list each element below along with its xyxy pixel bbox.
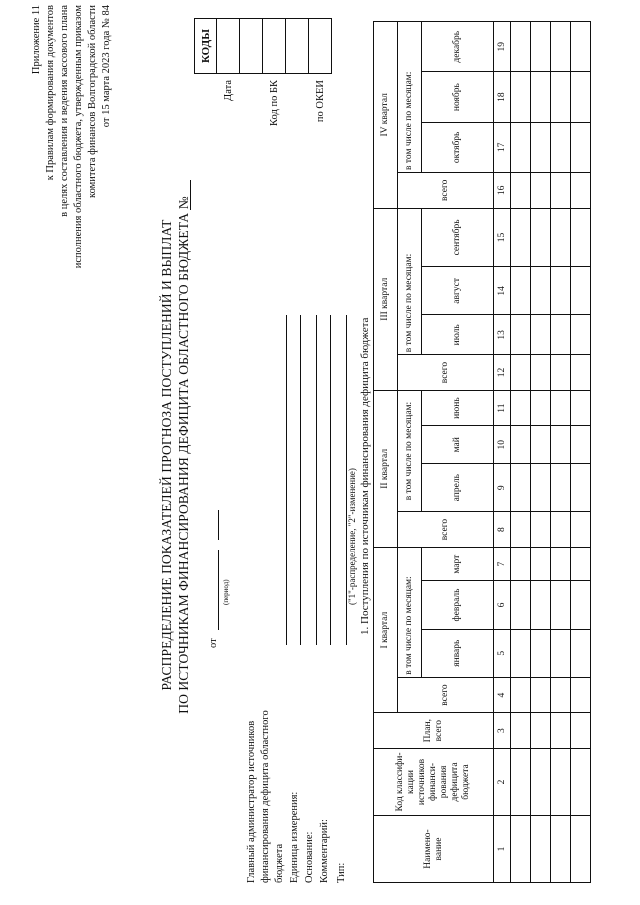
header-by-month: в том числе по месяцам: [398,208,422,355]
appendix-line: исполнения областного бюджета, утвержденным приказом [73,5,84,269]
header-month: март [422,547,494,581]
codes-date-cell[interactable] [217,19,240,74]
header-quarter-1: I квартал [374,547,398,713]
column-number: 17 [494,122,511,172]
section-title: 1. Поступления по источникам финансирования дефицита бюджета [359,317,371,635]
receipts-table [373,21,591,883]
column-number: 10 [494,426,511,464]
period-line [218,550,219,630]
header-by-month: в том числе по месяцам: [398,547,422,677]
header-month: январь [422,629,494,677]
column-number: 14 [494,267,511,315]
header-code: Код классифи-кации источников финанси-рования дефицита бюджета [374,748,494,815]
field-basis-label: Основание: [304,831,315,883]
header-quarter-3: III квартал [374,208,398,390]
header-month: апрель [422,464,494,512]
title-line-2: ПО ИСТОЧНИКАМ ФИНАНСИРОВАНИЯ ДЕФИЦИТА ОБЛАСТНОГО БЮДЖЕТА № [176,196,191,714]
header-quarter-2: II квартал [374,390,398,547]
comment-value-line[interactable] [330,315,331,645]
field-unit-label: Единица измерения: [289,791,300,883]
period-line-end [218,510,219,540]
codes-bk-cell[interactable] [263,19,286,74]
appendix-line: к Правилам формирования документов [45,5,56,181]
header-month: декабрь [422,22,494,72]
appendix-line: в целях составления и ведения кассового плана [59,5,70,217]
basis-value-line[interactable] [316,315,317,645]
header-month: февраль [422,581,494,629]
date-from-label: от [208,638,219,648]
type-note: ("1"-распределение, "2"-изменение) [347,468,357,605]
column-number: 15 [494,208,511,267]
header-by-month: в том числе по месяцам: [398,390,422,511]
table-row[interactable] [531,22,551,883]
header-plan: План, всего [374,713,494,749]
header-name: Наимено-вание [374,815,494,882]
column-number: 5 [494,629,511,677]
appendix-line: от 15 марта 2023 года № 84 [101,5,112,128]
codes-label-bk: Код по БК [268,80,280,126]
unit-value-line[interactable] [300,315,301,645]
header-quarter-4: IV квартал [374,22,398,209]
column-number: 2 [494,748,511,815]
codes-okei-cell[interactable] [309,19,332,74]
field-admin-line-3: бюджета [274,843,285,883]
field-comment-label: Комментарий: [319,819,330,883]
appendix-reference [30,5,114,345]
column-number: 4 [494,677,511,713]
header-month: ноябрь [422,72,494,122]
header-month: октябрь [422,122,494,172]
codes-empty-cell[interactable] [240,19,263,74]
column-number: 6 [494,581,511,629]
header-month: август [422,267,494,315]
header-month: июль [422,315,494,355]
field-admin-line-2: финансирования дефицита областного [260,710,271,883]
appendix-line: Приложение 11 [31,5,42,75]
table-row[interactable] [571,22,591,883]
table-row[interactable] [511,22,531,883]
codes-box [194,18,332,150]
header-by-month: в том числе по месяцам: [398,22,422,173]
appendix-line: комитета финансов Волгоградской области [87,5,98,198]
document-title [158,155,192,755]
header-total: всего [398,173,494,209]
column-number: 11 [494,390,511,426]
field-type-label: Тип: [336,862,347,883]
header-total: всего [398,512,494,548]
column-number: 8 [494,512,511,548]
header-month: май [422,426,494,464]
column-number: 3 [494,713,511,749]
header-total: всего [398,355,494,391]
column-number-row [494,22,511,883]
period-caption: (период) [222,579,230,605]
table-row[interactable] [551,22,571,883]
codes-label-okei: по ОКЕИ [314,80,326,123]
column-number: 12 [494,355,511,391]
codes-empty-cell-2[interactable] [286,19,309,74]
admin-value-line[interactable] [286,315,287,645]
title-line-1: РАСПРЕДЕЛЕНИЕ ПОКАЗАТЕЛЕЙ ПРОГНОЗА ПОСТУПЛЕНИЙ И ВЫПЛАТ [159,219,174,691]
column-number: 7 [494,547,511,581]
column-number: 13 [494,315,511,355]
column-number: 1 [494,815,511,882]
codes-caption: КОДЫ [195,19,217,74]
column-number: 19 [494,22,511,72]
column-number: 16 [494,173,511,209]
doc-number-line [190,180,191,210]
field-admin-line-1: Главный администратор источников [246,720,257,883]
column-number: 9 [494,464,511,512]
codes-label-date: Дата [222,80,234,101]
column-number: 18 [494,72,511,122]
header-month: сентябрь [422,208,494,267]
header-month: июнь [422,390,494,426]
header-total: всего [398,677,494,713]
